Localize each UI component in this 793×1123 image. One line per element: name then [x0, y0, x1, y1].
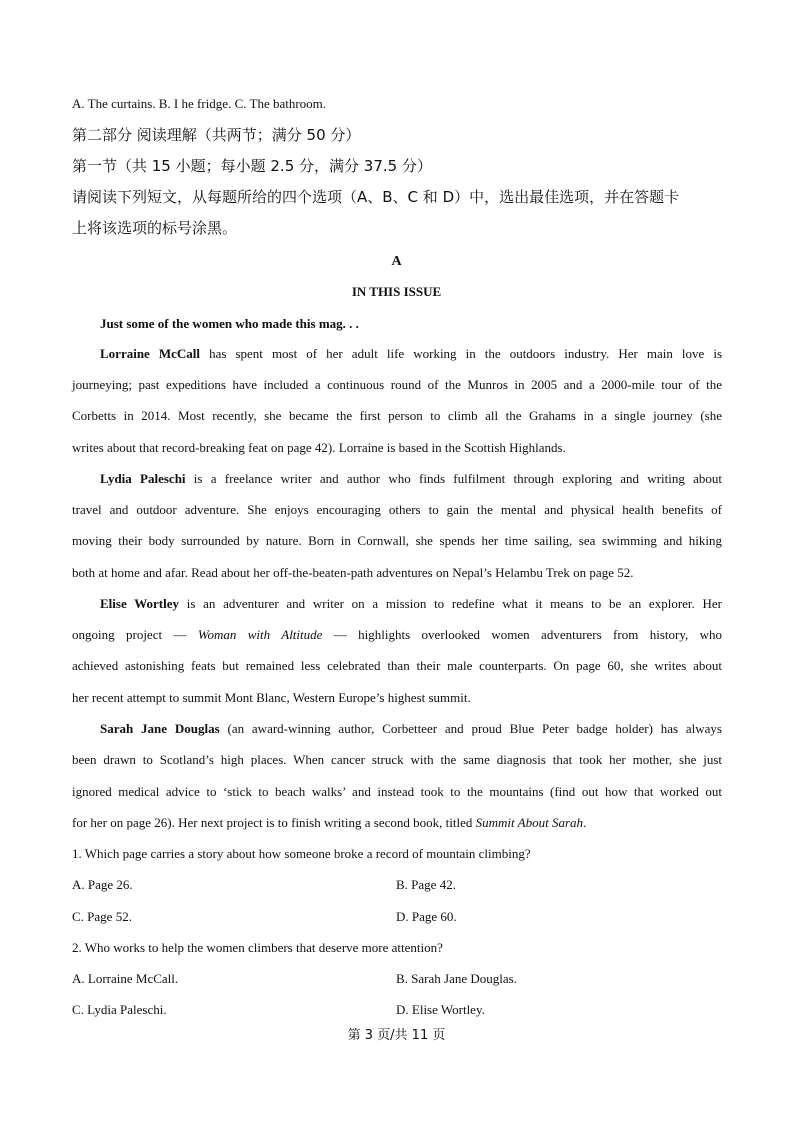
paragraph-3-line-3: achieved astonishing feats but remained less celebrated than their male counterparts. On page 60, she writes about — [72, 658, 722, 673]
passage-letter: A — [391, 254, 402, 269]
question-2-option-d[interactable]: D. Elise Wortley. — [396, 1002, 485, 1017]
paragraph-1-line-4: writes about that record-breaking feat on page 42). Lorraine is based in the Scottish Highlands. — [72, 440, 566, 455]
question-1-option-c[interactable]: C. Page 52. — [72, 909, 132, 924]
previous-question-options: A. The curtains. B. I he fridge. C. The bathroom. — [72, 96, 327, 111]
book-title: Summit About Sarah — [475, 815, 584, 830]
question-2-option-b[interactable]: B. Sarah Jane Douglas. — [396, 971, 517, 986]
paragraph-4-line-1: Sarah Jane Douglas (an award-winning author, Corbetteer and proud Blue Peter badge holder) has always — [100, 721, 722, 736]
paragraph-1-line-2: journeying; past expeditions have included a continuous round of the Munros in 2005 and a 2000-mile tour of the — [72, 377, 722, 392]
paragraph-1-line-1: Lorraine McCall has spent most of her adult life working in the outdoors industry. Her main love is — [100, 346, 722, 361]
person-name: Lydia Paleschi — [100, 471, 186, 486]
paragraph-4-line-3: ignored medical advice to ‘stick to beach walks’ and instead took to the mountains (find out how that worked out — [72, 784, 722, 799]
instruction-line-2: 上将该选项的标号涂黑。 — [72, 219, 238, 237]
page-number-footer: 第 3 页/共 11 页 — [347, 1028, 446, 1043]
question-1-option-d[interactable]: D. Page 60. — [396, 909, 457, 924]
paragraph-3-line-4: her recent attempt to summit Mont Blanc, Western Europe’s highest summit. — [72, 690, 471, 705]
paragraph-2-line-2: travel and outdoor adventure. She enjoys encouraging others to gain the mental and physical health benefits of — [72, 502, 722, 517]
person-name: Sarah Jane Douglas — [100, 721, 220, 736]
paragraph-3-line-2: ongoing project — Woman with Altitude — highlights overlooked women adventurers from history, who — [72, 627, 722, 642]
project-title: Woman with Altitude — [197, 627, 323, 642]
question-1-option-b[interactable]: B. Page 42. — [396, 877, 456, 892]
person-name: Elise Wortley — [100, 596, 179, 611]
question-2-stem: 2. Who works to help the women climbers that deserve more attention? — [72, 940, 443, 955]
passage-intro: Just some of the women who made this mag. . . — [100, 316, 359, 331]
paragraph-2-line-4: both at home and afar. Read about her off-the-beaten-path adventures on Nepal’s Helambu Trek on page 52. — [72, 565, 634, 580]
paragraph-4-line-4: for her on page 26). Her next project is to finish writing a second book, titled Summit About Sarah. — [72, 815, 587, 830]
question-1-option-a[interactable]: A. Page 26. — [72, 877, 133, 892]
paragraph-2-line-1: Lydia Paleschi is a freelance writer and author who finds fulfilment through exploring and writing about — [100, 471, 722, 486]
person-name: Lorraine McCall — [100, 346, 201, 361]
instruction-line-1: 请阅读下列短文，从每题所给的四个选项（A、B、C 和 D）中，选出最佳选项，并在答题卡 — [72, 188, 680, 206]
paragraph-3-line-1: Elise Wortley is an adventurer and writer on a mission to redefine what it means to be an explorer. Her — [100, 596, 722, 611]
question-2-option-c[interactable]: C. Lydia Paleschi. — [72, 1002, 167, 1017]
question-2-option-a[interactable]: A. Lorraine McCall. — [72, 971, 179, 986]
section-heading: 第二部分 阅读理解（共两节；满分 50 分） — [72, 126, 361, 144]
paragraph-2-line-3: moving their body surrounded by nature. Born in Cornwall, she spends her time sailing, sea swimming and hiking — [72, 533, 722, 548]
question-1-stem: 1. Which page carries a story about how someone broke a record of mountain climbing? — [72, 846, 531, 861]
paragraph-4-line-2: been drawn to Scotland’s high places. When cancer struck with the same diagnosis that took her mother, she just — [72, 752, 722, 767]
passage-title: IN THIS ISSUE — [351, 284, 442, 299]
paragraph-1-line-3: Corbetts in 2014. Most recently, she became the first person to climb all the Grahams in a single journey (she — [72, 408, 722, 423]
subsection-heading: 第一节（共 15 小题；每小题 2.5 分，满分 37.5 分） — [72, 157, 432, 175]
